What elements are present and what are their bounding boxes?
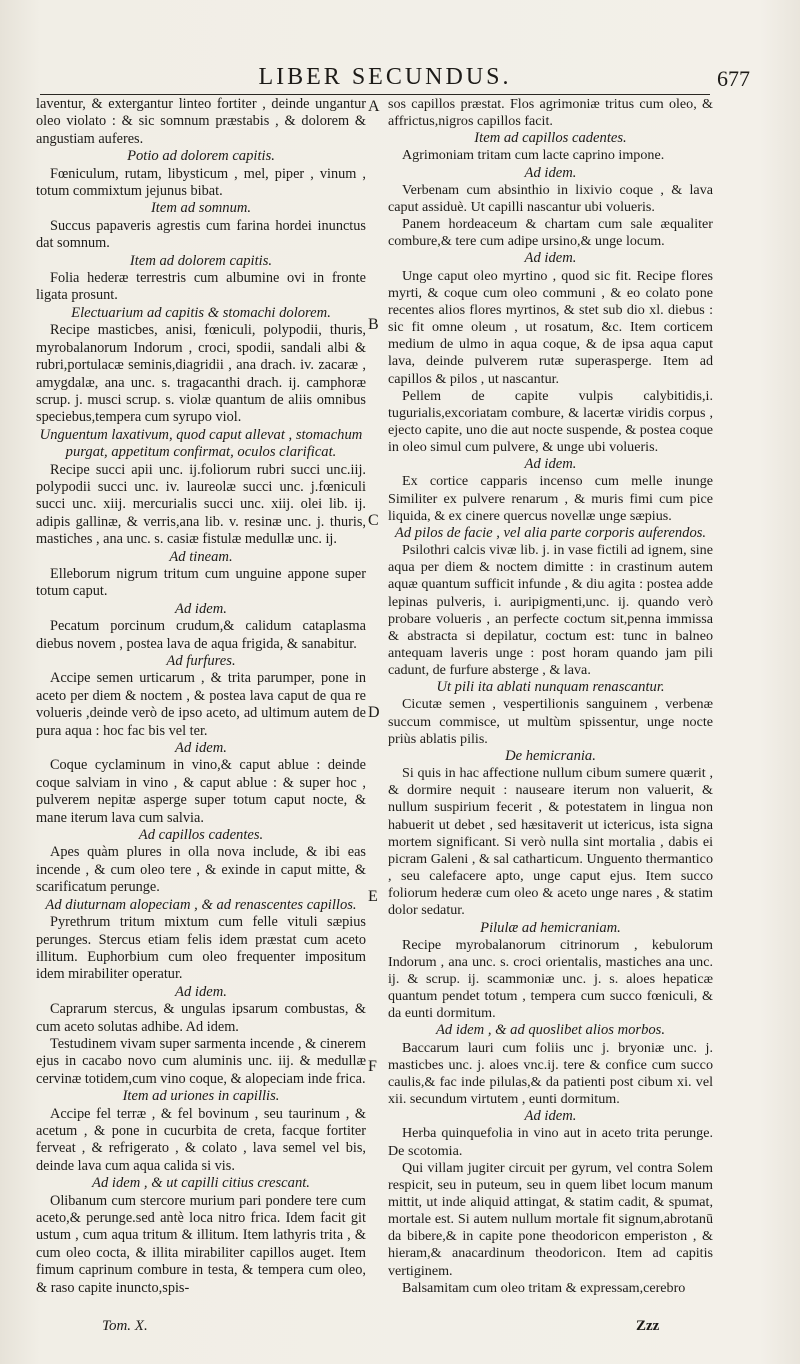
body-paragraph: Pyrethrum tritum mixtum cum felle vituli sæpius perunges. Stercus etiam felis idem præstat cum aceto illitum. Euphorbium cum oleo frequenter impositum idem mirabiliter operatur. xyxy=(36,914,366,983)
signature-mark-left: Tom. X. xyxy=(102,1318,148,1334)
recipe-heading: Ad idem. xyxy=(175,983,227,1000)
body-paragraph: Folia hederæ terrestris cum albumine ovi in fronte ligata prosunt. xyxy=(36,270,366,304)
recipe-heading: Unguentum laxativum, quod caput allevat , stomachum purgat, appetitum confirmat, oculos clarificat. xyxy=(39,426,363,461)
recipe-heading: Ad tineam. xyxy=(169,548,233,565)
recipe-heading: Ad diuturnam alopeciam , & ad renascentes capillos. xyxy=(45,896,357,913)
recipe-heading: Ad idem. xyxy=(524,164,577,181)
body-paragraph: Fœniculum, rutam, libysticum , mel, piper , vinum , totum commixtum jejunus bibat. xyxy=(36,165,366,200)
body-paragraph: Recipe myrobalanorum citrinorum , kebulorum Indorum , ana unc. s. croci orientalis, mastiches ana unc. ij. & scrup. ij. scammoniæ unc. j. s. aloes hepaticæ quantum pendet totum , tempera cum succo fœniculi, & da eunti dormitum. xyxy=(388,936,713,1022)
recipe-heading: Ad pilos de facie , vel alia parte corporis auferendos. xyxy=(394,524,707,541)
body-paragraph: Qui villam jugiter circuit per gyrum, vel contra Solem respicit, seu in puteum, seu in quem libet locum manum mittit, ut inde aliquid attingat, & statim cadit, & spumat, mortale est. Si autem nullum mortale fit signum,abrotanū da bibere,& in capite pone theodoricon emperiston , & hieram,& anacardinum theodoricon. Item ad capitis vertiginem. xyxy=(388,1159,713,1279)
recipe-heading: Ad idem. xyxy=(524,456,577,473)
margin-mark-e: E xyxy=(368,888,378,905)
recipe-heading: Ut pili ita ablati nunquam renascantur. xyxy=(436,679,665,696)
body-paragraph: Psilothri calcis vivæ lib. j. in vase fictili ad ignem, sine aqua per diem & noctem dimitte : in crastinum autem aquæ quantum sufficit infunde , & diu agita : postea adde lepinas pulveris, i. auripigmenti,unc. ij. quando verò probare volueris , an perfecte coctum sit,penna immissa & abstracta si depilatur, coctum est: tunc in balneo antequam laveris unge : post horam quando jam pili cadunt, de furfure absterge , & lava. xyxy=(388,542,713,679)
recipe-heading: Ad idem. xyxy=(175,740,227,757)
recipe-heading: Pilulæ ad hemicraniam. xyxy=(480,919,621,936)
signature-mark-right: Zzz xyxy=(636,1318,660,1334)
page-number: 677 xyxy=(717,66,750,91)
recipe-heading: Ad idem. xyxy=(175,600,227,617)
margin-mark-c: C xyxy=(368,512,379,529)
recipe-heading: Item ad capillos cadentes. xyxy=(474,130,627,147)
body-paragraph: Accipe semen urticarum , & trita parumper, pone in aceto per diem & noctem , & postea lava caput de qua re volueris ,deinde verò de ipso aceto, ad ultimum autem de pura aqua : hoc fac bis vel ter. xyxy=(36,670,366,739)
recipe-heading: Item ad somnum. xyxy=(150,200,252,217)
recipe-heading: Electuarium ad capitis & stomachi dolorem. xyxy=(71,304,331,321)
recipe-heading: Ad idem. xyxy=(524,1108,577,1125)
recipe-heading: Ad furfures. xyxy=(166,653,236,669)
margin-mark-d: D xyxy=(368,704,380,721)
recipe-heading: Potio ad dolorem capitis. xyxy=(127,148,275,165)
body-paragraph: Cicutæ semen , vespertilionis sanguinem , verbenæ succum commisce, ut multùm spissentur, unge nocte priùs ablatis pilis. xyxy=(388,696,713,747)
recipe-heading: Item ad uriones in capillis. xyxy=(122,1088,280,1105)
body-paragraph: Succus papaveris agrestis cum farina hordei inunctus dat somnum. xyxy=(36,217,366,252)
body-paragraph: Unge caput oleo myrtino , quod sic fit. Recipe flores myrti, & coque cum oleo communi , & eo colato pone recentes alios flores myrtinos, & stet sub dio xl. diebus : sic fit omne oleum , ut rosatum, &c. Item corticem medium de ulmo in aqua coque, & de ipsa aqua caput lava, deinde pulverem rutæ superasperge. Item ad capillos & pilos , ut nascantur. xyxy=(388,267,713,387)
body-paragraph: Apes quàm plures in olla nova include, & ibi eas incende , & cum oleo tere , & exinde in caput mitte, & scarificatum perunge. xyxy=(36,844,366,896)
recipe-heading: Ad idem , & ut capilli citius crescant. xyxy=(92,1175,310,1192)
right-column xyxy=(388,96,713,1297)
recipe-heading: Item ad dolorem capitis. xyxy=(129,252,273,269)
margin-mark-a: A xyxy=(368,98,380,115)
body-paragraph: Accipe fel terræ , & fel bovinum , seu taurinum , & acetum , & pone in cucurbita de creta, facque fortiter ferveat , & refrigerato , & colato , lava semel vel bis, deinde lava cum aqua calida si vis. xyxy=(36,1105,366,1174)
body-paragraph: Recipe succi apii unc. ij.foliorum rubri succi unc.iij. polypodii succi unc. iv. laureolæ succi unc. j.fœniculi succi unc. xiij. mercurialis succi unc. xiij. olei lib. ij. adipis gallinæ, & verris,ana lib. v. resinæ unc. j. thuris, mastiches , ana unc. s. casiæ fistulæ medullæ unc. ij. xyxy=(36,461,366,548)
body-paragraph: Agrimoniam tritam cum lacte caprino impone. xyxy=(402,147,665,164)
body-paragraph: sos capillos præstat. Flos agrimoniæ tritus cum oleo, & affrictus,nigros capillos facit. xyxy=(388,96,713,130)
body-paragraph: Verbenam cum absinthio in lixivio coque , & lava caput assiduè. Ut capilli nascantur ubi volueris. xyxy=(388,181,713,215)
body-paragraph: Caprarum stercus, & ungulas ipsarum combustas, & cum aceto solutas adhibe. Ad idem. xyxy=(36,1001,366,1035)
body-paragraph: Panem hordeaceum & chartam cum sale æqualiter combure,& tere cum adipe ursino,& unge locum. xyxy=(388,216,713,250)
recipe-heading: Ad capillos cadentes. xyxy=(138,827,264,844)
body-paragraph: Si quis in hac affectione nullum cibum sumere quærit , & dormire nequit : nauseare iterum non valuerit, & nullum suspirium fecerit , & potestatem in lingua non habuerit ut debet , sed hæsitaverit ut ictericus, ista signa mortem significant. Si verò nulla sint mortalia , dabis ei picram Galeni , & sal catharticum. Unguento thermantico , seu calefacere apto, unge caput ejus. Item succo foliorum hederæ cum oleo & aceto unge nares , & statim dolor sedatur. xyxy=(388,765,713,919)
recipe-heading: De hemicrania. xyxy=(505,747,596,764)
body-paragraph: Ex cortice capparis incenso cum melle inunge Similiter ex pulvere renarum , & muris fimi cum pice liquida, & ex cinere quercus novellæ unge sæpius. xyxy=(388,473,713,524)
body-paragraph: Olibanum cum stercore murium pari pondere tere cum aceto,& perunge.sed antè loca nitro frica. Idem facit git ustum , cum aqua tritum & illitum. Item lathyris trita , & cum oleo cocta, & illita mirabiliter capillos auget. Item fimum caprinum combure in testa, & tempera cum oleo, & raso capite inuncto,spis- xyxy=(36,1192,366,1296)
left-column xyxy=(36,96,366,1297)
header-rule xyxy=(40,94,710,95)
body-paragraph: Elleborum nigrum tritum cum unguine appone super totum caput. xyxy=(36,565,366,600)
body-paragraph: Coque cyclaminum in vino,& caput ablue : deinde coque salviam in vino , & caput ablue : & super hoc , pulverem nepitæ asperge super totum caput nocte, & mane iterum lava cum salvia. xyxy=(36,757,366,826)
body-paragraph: Balsamitam cum oleo tritam & expressam,cerebro xyxy=(402,1279,686,1296)
body-paragraph: Testudinem vivam super sarmenta incende , & cinerem ejus in cacabo novo cum aluminis unc. iij. & medullæ cervinæ totidem,cum vino coque, & alopeciam inde frica. xyxy=(36,1035,366,1087)
recipe-heading: Ad idem , & ad quoslibet alios morbos. xyxy=(435,1022,666,1039)
body-paragraph: Pecatum porcinum crudum,& calidum cataplasma diebus novem , postea lava de aqua frigida, & sanabitur. xyxy=(36,618,366,652)
body-paragraph: Pellem de capite vulpis calybitidis,i. tugurialis,excoriatam combure, & lacertæ viridis corpus , ejecto capite, uno die aut nocte suspende, & postea coque in oleo simul cum pulvere, & unge ubi volueris. xyxy=(388,387,713,456)
recipe-heading: Ad idem. xyxy=(524,250,577,267)
body-paragraph: laventur, & extergantur linteo fortiter , deinde ungantur oleo violato : & sic somnum præstabis , & dolorem & angustiam auferes. xyxy=(36,96,366,147)
body-paragraph: Herba quinquefolia in vino aut in aceto trita perunge. De scotomia. xyxy=(388,1125,713,1159)
margin-mark-f: F xyxy=(368,1058,377,1075)
body-paragraph: Recipe masticbes, anisi, fœniculi, polypodii, thuris, myrobalanorum Indorum , croci, spodii, sandali albi & rubri,portulacæ seminis,diagridii , ana drach. iv. zacaræ , amygdalæ, ana unc. s. tragacanthi drach. ij. camphoræ scrup. j. musci scrup. s. violæ quantum de aliis omnibus speciebus,tempera cum syrupo viol. xyxy=(36,322,366,426)
running-title: LIBER SECUNDUS. xyxy=(258,64,512,90)
body-paragraph: Baccarum lauri cum foliis unc j. bryoniæ unc. j. masticbes unc. j. aloes vnc.ij. tere & confice cum succo caulis,& fac inde pilulas,& da patienti post cibum xi. vel xii. secundum virtutem , eunti dormitum. xyxy=(388,1039,713,1108)
margin-mark-b: B xyxy=(368,316,379,333)
